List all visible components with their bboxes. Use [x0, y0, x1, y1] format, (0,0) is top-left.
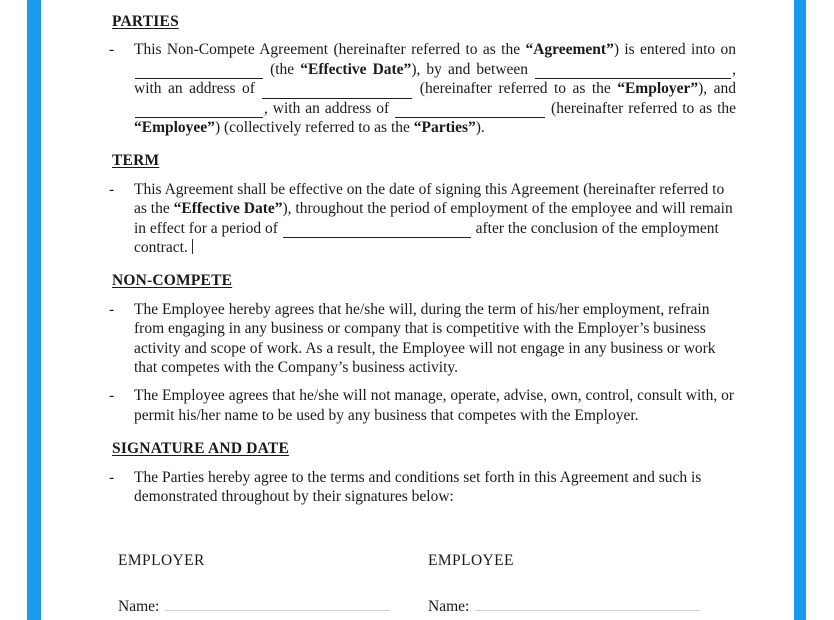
signature-field-name-employer — [118, 598, 418, 616]
text-cursor-caret — [192, 239, 193, 254]
section-heading-parties: PARTIES — [112, 13, 179, 30]
section-signature-and-date — [108, 439, 736, 458]
paragraph-parties: This Non-Compete Agreement (hereinafter referred to as the “Agreement”) is entered into on (the “Effective Date”), by and between , with an address of (hereinafter referred to as the “Employer”), and , with an address of (hereinafter referred to as the “Employee”) (collectively referred to as the “Parties”). — [134, 41, 736, 136]
spacer — [108, 425, 736, 439]
signature-field-label: Name: — [118, 598, 160, 616]
blank-effective-date[interactable] — [135, 65, 263, 79]
blank-employee-address[interactable] — [395, 104, 545, 118]
term-employee: “Employee” — [134, 119, 215, 136]
signature-field-input[interactable] — [475, 598, 700, 611]
term-agreement: “Agreement” — [525, 41, 614, 59]
list-item — [108, 386, 736, 425]
list-item — [108, 40, 736, 137]
signature-field-input[interactable] — [165, 598, 390, 611]
term-parties: “Parties” — [413, 119, 476, 136]
page-right-accent-bar — [794, 0, 806, 620]
spacer — [108, 137, 736, 151]
signature-block — [108, 552, 736, 616]
paragraph-signature: The Parties hereby agree to the terms and conditions set forth in this Agreement and such is demonstrated throughout by their signatures below: — [134, 468, 702, 505]
paragraph-term: This Agreement shall be effective on the date of signing this Agreement (hereinafter referred to as the “Effective Date”), throughout the period of employment of the employee and will remain in effect for a period of after the conclusion of the employment contract. — [134, 180, 733, 256]
term-effective-date: “Effective Date” — [173, 200, 283, 218]
paragraph-non-compete-1: The Employee hereby agrees that he/she will, during the term of his/her employment, refrain from engaging in any business or company that is competitive with the Employer’s business activity and scope of work. As a result, the Employee will not engage in any business or work that competes with the Company’s business activity. — [134, 300, 716, 376]
list-item — [108, 180, 736, 258]
spacer — [108, 257, 736, 271]
section-term — [108, 151, 736, 170]
section-heading-term: TERM — [112, 152, 160, 170]
bullet-marker: - — [109, 41, 115, 59]
bullet-marker: - — [109, 387, 115, 405]
section-heading-non-compete: NON-COMPETE — [112, 272, 233, 290]
blank-employer-name[interactable] — [535, 65, 731, 79]
signature-column-employer — [108, 552, 418, 616]
signature-field-name-employee — [428, 598, 728, 616]
signature-field-label: Name: — [428, 598, 470, 616]
signature-party-label-employee: EMPLOYEE — [428, 552, 514, 570]
term-effective-date: “Effective Date” — [300, 60, 412, 78]
bullet-marker: - — [109, 468, 115, 486]
list-item — [108, 300, 736, 378]
blank-employee-name[interactable] — [135, 104, 263, 118]
section-heading-signature-and-date: SIGNATURE AND DATE — [112, 440, 289, 458]
signature-column-employee — [418, 552, 728, 616]
page-left-accent-bar — [27, 0, 41, 620]
signature-party-label-employer: EMPLOYER — [118, 552, 205, 570]
term-employer: “Employer” — [617, 80, 699, 98]
section-parties — [108, 12, 736, 31]
list-item — [108, 468, 736, 507]
bullet-marker: - — [109, 300, 115, 318]
paragraph-non-compete-2: The Employee agrees that he/she will not manage, operate, advise, own, control, consult with, or permit his/her name to be used by any business that competes with the Employer. — [134, 387, 735, 424]
section-non-compete — [108, 271, 736, 290]
document-content — [108, 0, 736, 616]
blank-term-period[interactable] — [283, 224, 471, 238]
blank-employer-address[interactable] — [262, 85, 412, 99]
bullet-marker: - — [109, 180, 115, 198]
